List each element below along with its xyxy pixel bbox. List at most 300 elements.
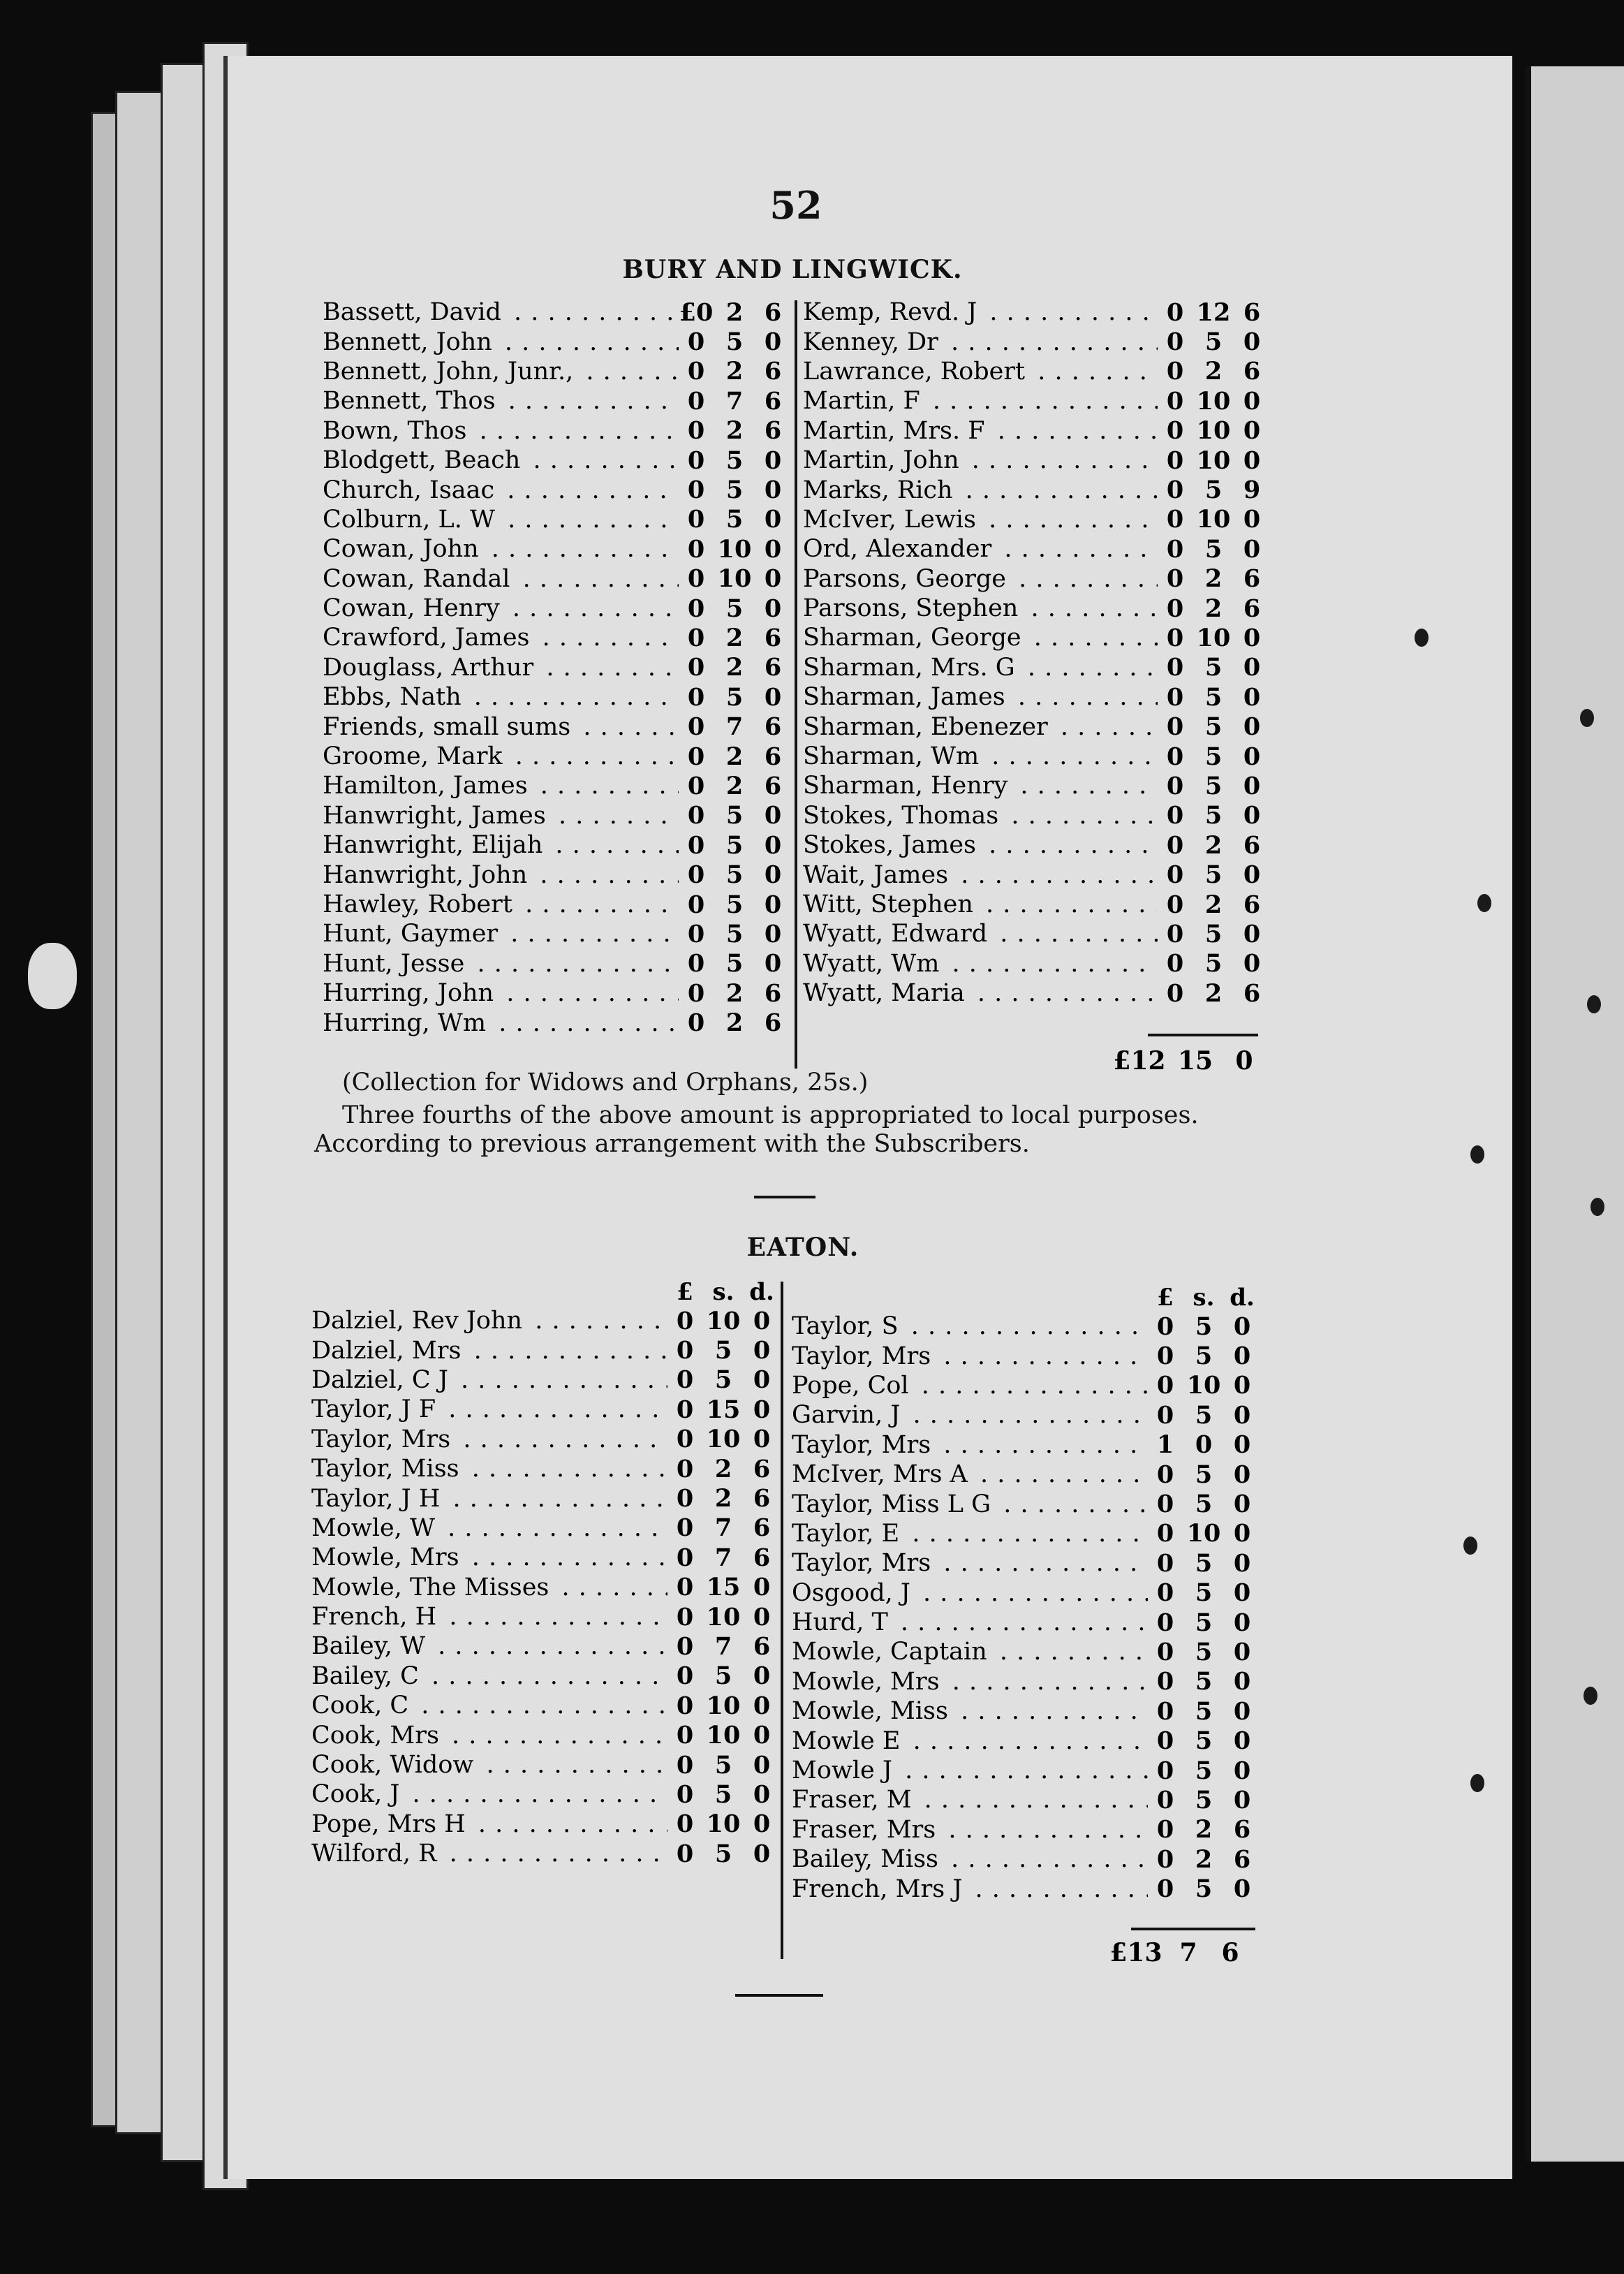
subscriber-name-cell	[803, 742, 1158, 770]
pounds-amount: 0	[1166, 357, 1184, 386]
pence-amount: 0	[753, 1306, 771, 1335]
pounds-amount: 0	[1166, 830, 1184, 860]
pence-amount: 6	[764, 771, 782, 800]
shillings-amount: 5	[1195, 1460, 1213, 1489]
shillings-amount: 5	[1195, 1637, 1213, 1666]
subscriber-name: Sharman, George	[803, 624, 1026, 652]
pounds-amount: 0	[687, 594, 705, 623]
subscriber-row	[792, 1400, 1260, 1430]
pence-amount: 6	[1233, 1815, 1251, 1844]
pounds-amount: 0	[1156, 1696, 1174, 1726]
shillings-amount: 2	[1204, 564, 1223, 594]
pence-amount: 0	[1233, 1430, 1251, 1460]
shillings-amount: 15	[706, 1395, 741, 1424]
subscriber-row	[323, 1008, 790, 1037]
eaton-total	[1105, 1938, 1251, 1967]
pence-amount: 6	[1243, 357, 1261, 386]
subscriber-name-cell	[323, 950, 679, 978]
pence-amount: 0	[753, 1602, 771, 1631]
pounds-amount: 0	[1156, 1342, 1174, 1371]
subscriber-name: Martin, Mrs. F	[803, 417, 989, 445]
subscriber-name-cell	[803, 506, 1158, 534]
subscriber-row	[803, 623, 1269, 652]
subscriber-row	[792, 1874, 1260, 1903]
subscriber-name: Sharman, Ebenezer	[803, 713, 1052, 741]
subscriber-name-cell	[311, 1455, 667, 1483]
ink-spot	[1584, 1687, 1597, 1705]
pence-amount: 9	[1243, 476, 1261, 505]
subscriber-name: Bennett, John	[323, 328, 496, 356]
subscriber-name: Bennett, Thos	[323, 387, 500, 415]
subscriber-name: Church, Isaac	[323, 476, 499, 504]
pounds-amount: 0	[1156, 1637, 1174, 1666]
ink-spot	[1590, 1198, 1604, 1216]
pounds-amount: 0	[687, 476, 705, 505]
pounds-amount: 0	[1166, 742, 1184, 771]
pence-amount: 0	[1243, 446, 1261, 475]
pounds-amount: 0	[1156, 1371, 1174, 1400]
pence-amount: 6	[764, 623, 782, 652]
shillings-amount: 2	[725, 653, 744, 682]
subscriber-name-cell	[792, 1312, 1148, 1340]
subscriber-name: Osgood, J	[792, 1579, 915, 1607]
subscriber-name-cell	[803, 979, 1158, 1007]
pence-amount: 0	[753, 1573, 771, 1602]
pounds-amount: 0	[1166, 919, 1184, 948]
pence-amount: 0	[1233, 1696, 1251, 1726]
pounds-amount: 0	[1166, 712, 1184, 742]
subscriber-name: Mowle, Captain	[792, 1638, 991, 1666]
eaton-left-header	[311, 1278, 779, 1306]
subscriber-row	[311, 1839, 779, 1868]
subscriber-name-cell	[323, 713, 679, 741]
pounds-amount: 0	[687, 682, 705, 712]
subscriber-row	[803, 534, 1269, 564]
pounds-amount: 0	[1166, 949, 1184, 978]
subscriber-row	[803, 830, 1269, 860]
shillings-amount: 5	[1204, 949, 1223, 978]
shillings-amount: 5	[1195, 1785, 1213, 1814]
subscriber-name: Taylor, J H	[311, 1485, 444, 1513]
subscriber-name: Hanwright, James	[323, 802, 550, 830]
subscriber-name-cell	[792, 1845, 1148, 1873]
pounds-amount: 0	[1166, 386, 1184, 416]
subscriber-row	[323, 298, 790, 327]
subscriber-name-cell	[323, 535, 679, 563]
subscriber-name: Cook, C	[311, 1692, 413, 1719]
subscriber-name: Cook, Mrs	[311, 1722, 443, 1749]
subscriber-name-cell	[792, 1549, 1148, 1577]
subscriber-name: Lawrance, Robert	[803, 358, 1029, 386]
shillings-amount: 2	[1195, 1844, 1213, 1874]
pounds-amount: 0	[1156, 1519, 1174, 1548]
subscriber-name-cell	[803, 535, 1158, 563]
subscriber-name-cell	[792, 1875, 1148, 1903]
pence-amount: 0	[753, 1395, 771, 1424]
pence-amount: 0	[764, 801, 782, 830]
subscriber-name-cell	[311, 1840, 667, 1868]
subscriber-row	[792, 1578, 1260, 1608]
pounds-amount: 0	[687, 357, 705, 386]
column-divider	[781, 1282, 783, 1959]
subscriber-name: Taylor, S	[792, 1312, 903, 1340]
subscriber-row	[311, 1750, 779, 1780]
pence-amount: 6	[764, 653, 782, 682]
subscriber-row	[803, 978, 1269, 1008]
shillings-amount: 2	[725, 771, 744, 800]
shillings-amount: 2	[1204, 890, 1223, 919]
subscriber-name-cell	[803, 713, 1158, 741]
subscriber-row	[803, 416, 1269, 446]
subscriber-row	[323, 505, 790, 534]
pounds-amount: 0	[1166, 682, 1184, 712]
section-rule	[735, 1994, 823, 1997]
subscriber-name: Hanwright, Elijah	[323, 831, 547, 859]
pence-amount: 0	[1243, 682, 1261, 712]
pounds-amount: 0	[687, 505, 705, 534]
subscriber-name: Hanwright, John	[323, 861, 531, 889]
pounds-amount: 0	[687, 564, 705, 594]
shillings-amount: 5	[1204, 742, 1223, 771]
shillings-amount: 5	[1204, 682, 1223, 712]
shillings-amount: 5	[725, 949, 744, 978]
column-divider	[795, 300, 797, 1069]
pounds-amount: 0	[676, 1721, 694, 1750]
pence-amount: 0	[1233, 1667, 1251, 1696]
pounds-amount: 0	[687, 1008, 705, 1038]
pounds-amount: 0	[1156, 1756, 1174, 1785]
pounds-amount: 0	[1156, 1815, 1174, 1844]
subscriber-name-cell	[803, 476, 1158, 504]
subscriber-row	[323, 712, 790, 741]
subscriber-name-cell	[803, 890, 1158, 918]
subscriber-name-cell	[803, 565, 1158, 593]
shillings-amount: 10	[1186, 1371, 1221, 1400]
shillings-amount: 5	[1204, 328, 1223, 357]
subscriber-name-cell	[311, 1485, 667, 1513]
subscriber-row	[323, 890, 790, 919]
subscriber-row	[792, 1608, 1260, 1637]
pounds-amount: 0	[687, 328, 705, 357]
pounds-amount: 1	[1156, 1430, 1174, 1460]
subscriber-row	[803, 505, 1269, 534]
pounds-amount: 0	[1166, 801, 1184, 830]
subscriber-name-cell	[311, 1514, 667, 1542]
subscriber-name-cell	[803, 446, 1158, 474]
subscriber-name: Sharman, Henry	[803, 772, 1012, 800]
subscriber-row	[792, 1815, 1260, 1844]
shillings-amount: 10	[706, 1602, 741, 1631]
subscriber-name: Pope, Mrs H	[311, 1810, 470, 1838]
pence-amount: 0	[764, 890, 782, 919]
pounds-amount: 0	[1166, 653, 1184, 682]
subscriber-name: Groome, Mark	[323, 742, 507, 770]
shillings-amount: 5	[1195, 1342, 1213, 1371]
subscriber-row	[311, 1335, 779, 1365]
subscriber-name-cell	[311, 1425, 667, 1453]
subscriber-name: Ord, Alexander	[803, 535, 996, 563]
shillings-amount: 5	[725, 830, 744, 860]
subscriber-row	[323, 623, 790, 652]
pence-amount: 0	[1233, 1519, 1251, 1548]
subscriber-row	[311, 1810, 779, 1839]
pounds-amount: 0	[676, 1454, 694, 1483]
pounds-amount: 0	[687, 890, 705, 919]
subscriber-row	[311, 1395, 779, 1424]
pence-amount: 0	[764, 534, 782, 564]
subscriber-row	[792, 1785, 1260, 1814]
subscriber-name-cell	[311, 1722, 667, 1749]
paper-blot	[28, 943, 77, 1009]
pence-amount: 6	[753, 1484, 771, 1513]
pence-amount: 0	[1233, 1371, 1251, 1400]
pence-amount: 0	[1243, 949, 1261, 978]
subscriber-row	[311, 1780, 779, 1809]
pounds-amount: 0	[1156, 1608, 1174, 1637]
pounds-amount: 0	[687, 742, 705, 771]
pounds-amount: 0	[1166, 623, 1184, 652]
pounds-amount: 0	[1156, 1460, 1174, 1489]
subscriber-name: Cowan, John	[323, 535, 483, 563]
pence-amount: 0	[753, 1839, 771, 1868]
subscriber-name: Blodgett, Beach	[323, 446, 524, 474]
subscriber-name: Bailey, C	[311, 1662, 423, 1690]
shillings-amount: 5	[1204, 534, 1223, 564]
shillings-amount: 2	[725, 1008, 744, 1038]
shillings-amount: 2	[714, 1454, 732, 1483]
subscriber-name: Taylor, Miss	[311, 1455, 464, 1483]
subscriber-name: Sharman, James	[803, 683, 1010, 711]
subscriber-row	[311, 1662, 779, 1691]
subscriber-name: Fraser, M	[792, 1786, 916, 1814]
pence-amount: 0	[1243, 505, 1261, 534]
shillings-amount: 10	[706, 1425, 741, 1454]
subscriber-name-cell	[792, 1608, 1148, 1636]
pence-amount: 0	[1233, 1490, 1251, 1519]
subscriber-row	[323, 978, 790, 1008]
subscriber-row	[803, 801, 1269, 830]
shillings-amount: 5	[1204, 801, 1223, 830]
subscriber-name-cell	[792, 1431, 1148, 1459]
subscriber-name: Hurd, T	[792, 1608, 892, 1636]
subscriber-row	[792, 1460, 1260, 1489]
subscriber-name-cell	[803, 802, 1158, 830]
subscriber-name: French, H	[311, 1603, 441, 1631]
subscriber-name-cell	[803, 861, 1158, 889]
pounds-amount: 0	[687, 919, 705, 948]
shillings-amount: 5	[725, 682, 744, 712]
shillings-amount: 5	[725, 476, 744, 505]
pence-amount: 6	[753, 1543, 771, 1572]
subscriber-name: McIver, Mrs A	[792, 1460, 972, 1488]
subscriber-name: Sharman, Mrs. G	[803, 654, 1019, 682]
subscriber-name: Ebbs, Nath	[323, 683, 466, 711]
pence-amount: 0	[1233, 1875, 1251, 1904]
shillings-amount: 10	[717, 534, 752, 564]
subscriber-name: Taylor, J F	[311, 1395, 440, 1423]
pounds-amount: 0	[687, 534, 705, 564]
pence-amount: 6	[1243, 594, 1261, 623]
pence-amount: 0	[1243, 328, 1261, 357]
pence-amount: 0	[764, 949, 782, 978]
shillings-amount: 5	[1195, 1726, 1213, 1756]
pounds-amount: 0	[676, 1543, 694, 1572]
shillings-amount: 5	[1195, 1875, 1213, 1904]
shillings-amount: 10	[1186, 1519, 1221, 1548]
subscriber-name: Stokes, James	[803, 831, 980, 859]
subscriber-row	[792, 1696, 1260, 1726]
subscriber-name-cell	[311, 1307, 667, 1335]
pence-amount: 0	[1233, 1756, 1251, 1785]
shillings-amount: 5	[1195, 1578, 1213, 1608]
pence-amount: 0	[753, 1721, 771, 1750]
pence-amount: 0	[764, 594, 782, 623]
pence-amount: 6	[1243, 564, 1261, 594]
shillings-amount: 10	[1196, 386, 1231, 416]
subscriber-name: Cook, J	[311, 1780, 404, 1808]
subscriber-name: Stokes, Thomas	[803, 802, 1003, 830]
subscriber-name: Mowle, Miss	[792, 1697, 952, 1725]
subscriber-name: Mowle, The Misses	[311, 1574, 553, 1601]
subscriber-row	[323, 564, 790, 594]
subscriber-name: Taylor, Mrs	[792, 1342, 935, 1370]
ink-spot	[1477, 894, 1491, 912]
pounds-amount: £0	[679, 298, 714, 327]
pence-amount: 0	[764, 919, 782, 948]
subscriber-name: Martin, John	[803, 446, 964, 474]
pence-amount: 6	[753, 1631, 771, 1661]
subscriber-name-cell	[792, 1490, 1148, 1518]
subscriber-name: Wait, James	[803, 861, 952, 889]
ink-spot	[1463, 1536, 1477, 1555]
pounds-amount: 0	[676, 1662, 694, 1691]
shillings-amount: 2	[725, 298, 744, 327]
subscriber-row	[792, 1637, 1260, 1666]
section-rule	[754, 1196, 815, 1198]
appropriation-note: Three fourths of the above amount is appropriated to local purposes.	[342, 1101, 1199, 1129]
shillings-amount: 2	[1204, 830, 1223, 860]
subscriber-name: Marks, Rich	[803, 476, 957, 504]
subscriber-name: Wyatt, Wm	[803, 950, 943, 978]
ink-spot	[1470, 1774, 1484, 1792]
pounds-amount: 0	[687, 623, 705, 652]
pounds-amount: 0	[676, 1750, 694, 1780]
pence-amount: 6	[764, 742, 782, 771]
subscriber-row	[803, 327, 1269, 356]
eaton-right-column	[792, 1312, 1260, 1904]
subscriber-name-cell	[792, 1401, 1148, 1429]
pounds-amount: 0	[1156, 1548, 1174, 1578]
shillings-amount: 5	[725, 919, 744, 948]
pence-amount: 6	[1243, 830, 1261, 860]
shillings-amount: 7	[714, 1543, 732, 1572]
pounds-amount: 0	[1156, 1875, 1174, 1904]
facing-page-edge	[1526, 66, 1624, 2162]
pounds-amount: 0	[1166, 890, 1184, 919]
shillings-amount: 5	[714, 1662, 732, 1691]
pence-amount: 6	[753, 1513, 771, 1543]
subscriber-name-cell	[323, 417, 679, 445]
subscriber-name: Kemp, Revd. J	[803, 298, 981, 326]
subscriber-row	[803, 386, 1269, 416]
subscriber-row	[803, 357, 1269, 386]
subscriber-row	[803, 682, 1269, 712]
subscriber-name-cell	[792, 1342, 1148, 1370]
pounds-amount: 0	[676, 1484, 694, 1513]
subscriber-name: Witt, Stephen	[803, 890, 977, 918]
subscriber-name: Hurring, Wm	[323, 1009, 490, 1037]
shillings-amount: 2	[725, 416, 744, 446]
pounds-amount: 0	[687, 830, 705, 860]
pence-amount: 0	[1233, 1312, 1251, 1341]
shillings-amount: 5	[1204, 919, 1223, 948]
pounds-amount: 0	[1166, 328, 1184, 357]
pounds-amount: 0	[676, 1336, 694, 1365]
ink-spot	[1587, 995, 1601, 1013]
subscriber-row	[803, 860, 1269, 889]
pounds-amount: 0	[687, 771, 705, 800]
page-number: 52	[769, 183, 822, 228]
subscriber-name: Hunt, Gaymer	[323, 920, 502, 948]
subscriber-name: Pope, Col	[792, 1372, 913, 1400]
total-pence: 0	[1235, 1046, 1253, 1076]
pounds-amount: 0	[1166, 416, 1184, 446]
subscriber-name: Mowle, Mrs	[311, 1543, 464, 1571]
eaton-right-header	[793, 1284, 1260, 1312]
pounds-header: £	[677, 1278, 693, 1306]
pounds-amount: 0	[1166, 298, 1184, 327]
subscriber-row	[323, 653, 790, 682]
subscriber-name-cell	[311, 1751, 667, 1779]
subscriber-name: Hurring, John	[323, 979, 498, 1007]
subscriber-row	[792, 1667, 1260, 1696]
shillings-amount: 0	[1195, 1430, 1213, 1460]
pence-amount: 0	[1233, 1400, 1251, 1430]
subscriber-name: Taylor, E	[792, 1520, 903, 1548]
shillings-amount: 2	[1204, 357, 1223, 386]
pence-amount: 6	[764, 357, 782, 386]
subscriber-name-cell	[803, 594, 1158, 622]
pence-amount: 0	[764, 328, 782, 357]
subscriber-row	[803, 712, 1269, 741]
pounds-amount: 0	[1156, 1400, 1174, 1430]
pence-amount: 6	[764, 1008, 782, 1038]
shillings-amount: 5	[1204, 653, 1223, 682]
shillings-amount: 7	[725, 712, 744, 742]
subscriber-name: Cook, Widow	[311, 1751, 478, 1779]
shillings-amount: 2	[725, 978, 744, 1008]
shillings-amount: 5	[714, 1750, 732, 1780]
pounds-amount: 0	[687, 416, 705, 446]
pounds-amount: 0	[687, 949, 705, 978]
subscriber-name-cell	[323, 890, 679, 918]
pounds-amount: 0	[687, 446, 705, 475]
subscriber-row	[311, 1602, 779, 1631]
pounds-amount: 0	[1166, 978, 1184, 1008]
pounds-amount: 0	[1156, 1844, 1174, 1874]
pence-amount: 0	[1233, 1726, 1251, 1756]
pence-amount: 0	[1233, 1785, 1251, 1814]
pence-amount: 6	[753, 1454, 771, 1483]
pounds-amount: 0	[1166, 446, 1184, 475]
pounds-amount: 0	[676, 1691, 694, 1720]
subscriber-row	[323, 682, 790, 712]
subscriber-name: Hamilton, James	[323, 772, 532, 800]
shillings-amount: 5	[1195, 1548, 1213, 1578]
shillings-amount: 5	[1195, 1400, 1213, 1430]
pence-amount: 0	[1243, 919, 1261, 948]
shillings-amount: 10	[717, 564, 752, 594]
